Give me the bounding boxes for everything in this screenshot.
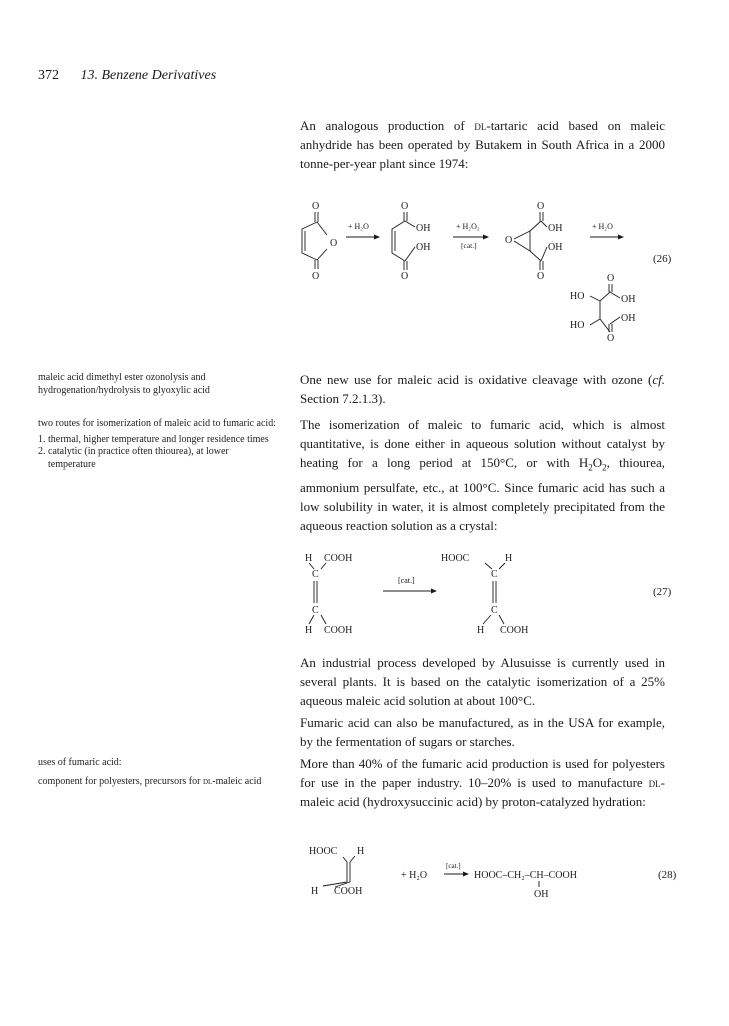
- svg-text:OH: OH: [548, 242, 563, 253]
- equation-number-27: (27): [653, 586, 672, 598]
- svg-text:OH: OH: [548, 223, 563, 234]
- paragraph-fermentation: Fumaric acid can also be manufactured, as in the USA for example, by the fermentation of sugars or starches.: [300, 715, 665, 749]
- svg-text:OH: OH: [416, 242, 431, 253]
- svg-text:H: H: [505, 553, 513, 564]
- svg-text:H: H: [311, 886, 319, 897]
- svg-text:COOH: COOH: [500, 625, 529, 636]
- svg-text:+ H₂O₂: + H₂O₂: [456, 222, 480, 231]
- paragraph-ozone: One new use for maleic acid is oxidative cleavage with ozone (cf. Section 7.2.1.3).: [300, 372, 665, 406]
- maleic-anhydride-structure: [302, 201, 337, 282]
- svg-text:H: H: [305, 553, 313, 564]
- svg-text:HOOC: HOOC: [441, 553, 470, 564]
- list-item: 2. catalytic (in practice often thiourea), at lower temperature: [38, 446, 229, 470]
- svg-text:O: O: [607, 273, 615, 284]
- paragraph-dl-tartaric: An analogous production of dl-tartaric acid based on maleic anhydride has been operated by Butakem in South Africa in a 2000 tonne-per-year plant since 1974:: [300, 118, 665, 171]
- chapter-title: 13. Benzene Derivatives: [80, 68, 217, 83]
- svg-text:OH: OH: [534, 889, 549, 900]
- svg-text:H: H: [477, 625, 485, 636]
- equation-number-28: (28): [658, 869, 677, 881]
- svg-text:O: O: [312, 271, 320, 282]
- svg-text:O: O: [401, 201, 409, 212]
- svg-text:+ H₂O: + H₂O: [401, 870, 428, 881]
- fumaric-acid-structure: [309, 846, 364, 897]
- svg-text:C: C: [491, 569, 498, 580]
- svg-text:OH: OH: [621, 313, 636, 324]
- equation-number-26: (26): [653, 253, 672, 265]
- svg-text:[cat.]: [cat.]: [398, 576, 415, 585]
- list-item: 1. thermal, higher temperature and longer residence times: [38, 433, 269, 445]
- svg-text:HO: HO: [570, 291, 585, 302]
- svg-text:C: C: [491, 605, 498, 616]
- isomerization-route-list: [38, 434, 278, 472]
- maleic-acid-structure: [392, 201, 430, 282]
- paragraph-alusuisse: An industrial process developed by Alusuisse is currently used in several plants. It is based on the catalytic isomerization of a 25% aqueous maleic acid solution at about 100°C.: [300, 655, 665, 708]
- margin-note-uses: uses of fumaric acid: component for polyesters, precursors for dl-maleic acid: [38, 757, 262, 787]
- paragraph-isomerization: The isomerization of maleic to fumaric acid, which is almost quantitative, is done either in aqueous solution without catalyst by heating for a long period at 150°C, or with $H_2O_2$, thiourea, ammonium persulfate, etc., at 100°C. Since fumaric acid has such a low solubility in water, it is almost completely precipitated from the aqueous reaction solution as a crystal:: [300, 417, 665, 533]
- svg-text:COOH: COOH: [324, 625, 353, 636]
- epoxysuccinic-acid-structure: [505, 201, 562, 282]
- fumaric-acid-structure: [441, 553, 528, 636]
- page-number: 372: [38, 68, 59, 83]
- margin-note-ozonolysis: maleic acid dimethyl ester ozonolysis and hydrogenation/hydrolysis to glyoxylic acid: [38, 372, 210, 396]
- svg-text:O: O: [330, 238, 338, 249]
- maleic-acid-structure: [305, 553, 352, 636]
- svg-text:C: C: [312, 605, 319, 616]
- equation-26: [290, 195, 680, 345]
- svg-text:HOOC: HOOC: [309, 846, 338, 857]
- svg-text:O: O: [505, 235, 513, 246]
- svg-text:OH: OH: [621, 294, 636, 305]
- running-header: [38, 68, 216, 84]
- svg-text:H: H: [305, 625, 313, 636]
- paragraph-uses: More than 40% of the fumaric acid production is used for polyesters for use in the paper industry. 10–20% is used to manufacture dl-maleic acid (hydroxysuccinic acid) by proton-catalyzed hydration:: [300, 756, 665, 809]
- equation-27: [295, 545, 685, 645]
- svg-text:[cat.]: [cat.]: [461, 241, 477, 250]
- svg-text:O: O: [607, 333, 615, 344]
- svg-text:+ H₂O: + H₂O: [592, 222, 613, 231]
- svg-text:COOH: COOH: [334, 886, 363, 897]
- margin-note-isomerization: two routes for isomerization of maleic acid to fumaric acid: 1. thermal, higher temperature and longer residence times 2. catalytic (in practice often thiourea), at lower temperature: [38, 418, 278, 471]
- svg-text:COOH: COOH: [324, 553, 353, 564]
- tartaric-acid-structure: [570, 273, 635, 344]
- svg-text:O: O: [537, 271, 545, 282]
- svg-text:OH: OH: [416, 223, 431, 234]
- svg-text:O: O: [312, 201, 320, 212]
- svg-text:+ H₂O: + H₂O: [348, 222, 369, 231]
- svg-text:O: O: [401, 271, 409, 282]
- svg-text:C: C: [312, 569, 319, 580]
- malic-acid-formula: HOOC–CH₂–CH–COOH: [474, 870, 577, 881]
- svg-text:O: O: [537, 201, 545, 212]
- svg-text:H: H: [357, 846, 365, 857]
- equation-28: [305, 838, 685, 900]
- svg-text:HO: HO: [570, 320, 585, 331]
- svg-text:[cat.]: [cat.]: [446, 862, 461, 870]
